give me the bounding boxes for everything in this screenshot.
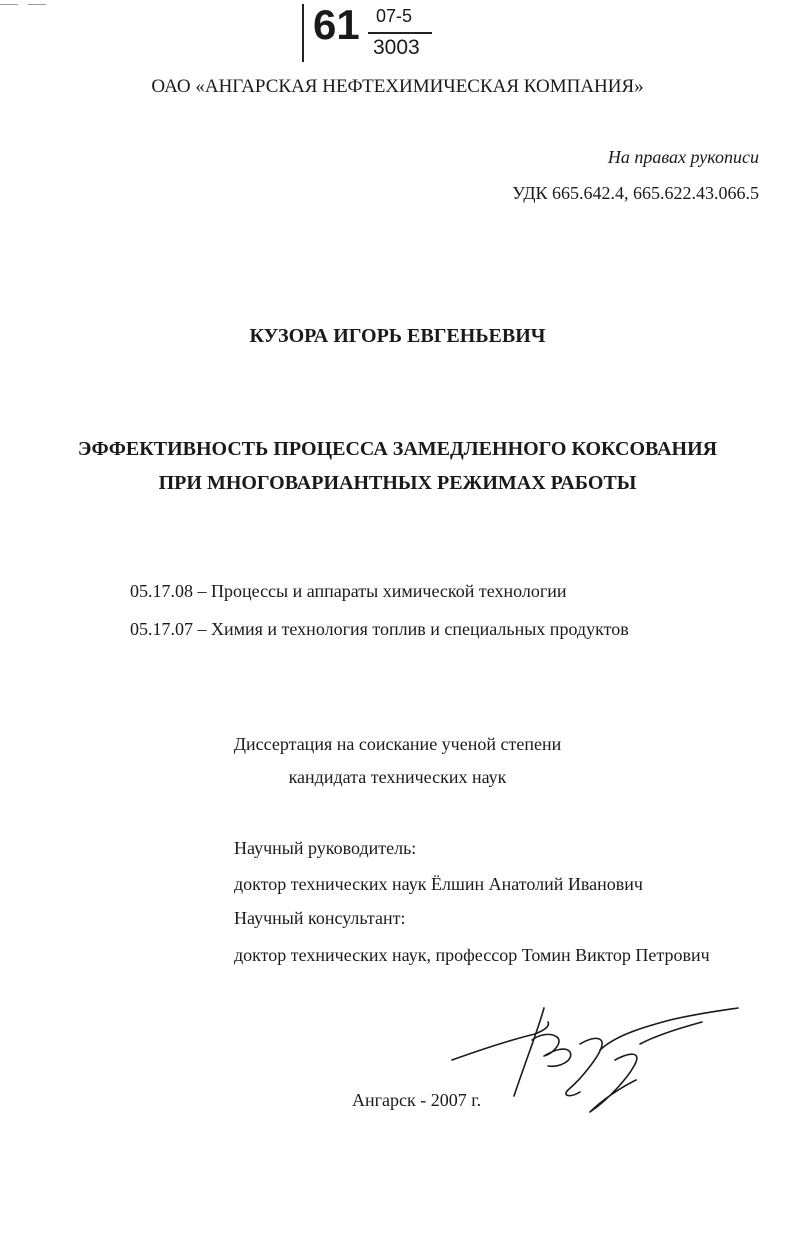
title-line: ПРИ МНОГОВАРИАНТНЫХ РЕЖИМАХ РАБОТЫ (158, 472, 637, 494)
udk-code: УДК 665.642.4, 665.622.43.066.5 (512, 183, 759, 203)
organization: ОАО «АНГАРСКАЯ НЕФТЕХИМИЧЕСКАЯ КОМПАНИЯ» (151, 76, 644, 97)
specialty-line: 05.17.07 – Химия и технология топлив и специальных продуктов (130, 619, 629, 639)
signature (440, 1000, 750, 1130)
degree-line: кандидата технических наук (288, 767, 507, 787)
stamp-bottom: 3003 (373, 36, 420, 59)
stamp-fraction-line (368, 32, 432, 34)
supervisor-label: Научный руководитель: (234, 838, 417, 858)
corner-mark (28, 4, 46, 5)
specialty-line: 05.17.08 – Процессы и аппараты химической технологии (130, 581, 567, 601)
city-year: Ангарск - 2007 г. (352, 1090, 482, 1110)
degree-statement (0, 728, 795, 794)
consultant-name: доктор технических наук, профессор Томин Виктор Петрович (234, 945, 710, 965)
consultant-label: Научный консультант: (234, 908, 406, 928)
stamp-rule (302, 4, 304, 62)
title-line: ЭФФЕКТИВНОСТЬ ПРОЦЕССА ЗАМЕДЛЕННОГО КОКСОВАНИЯ (77, 438, 718, 460)
stamp-top: 07-5 (376, 6, 413, 26)
corner-mark (0, 4, 18, 5)
rights-note: На правах рукописи (607, 147, 759, 167)
author-name: КУЗОРА ИГОРЬ ЕВГЕНЬЕВИЧ (249, 325, 546, 347)
supervisor-name: доктор технических наук Ёлшин Анатолий Иванович (234, 874, 643, 894)
degree-line: Диссертация на соискание ученой степени (233, 734, 562, 754)
thesis-title (0, 432, 795, 500)
stamp-number: 61 (313, 1, 360, 48)
